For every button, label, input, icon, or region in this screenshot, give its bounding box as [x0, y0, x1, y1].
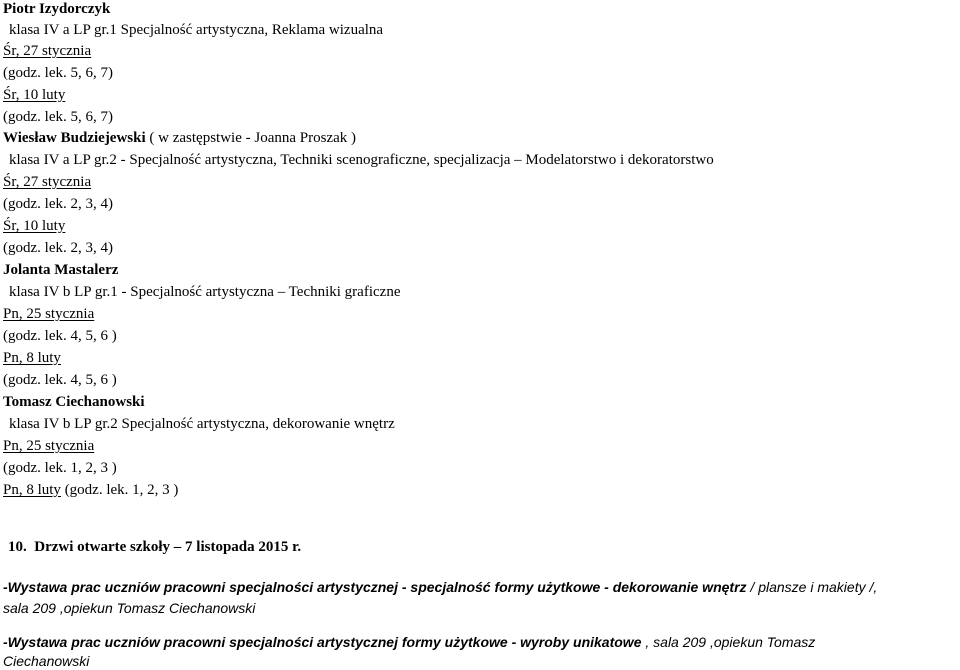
hours-text: (godz. lek. 1, 2, 3 ) — [60, 482, 179, 498]
exhibition-location: sala 209 ,opiekun Tomasz Ciechanowski — [3, 600, 256, 616]
hours-text: (godz. lek. 4, 5, 6 ) — [3, 328, 117, 344]
date-link[interactable]: Pn, 8 luty — [3, 482, 61, 498]
class-prefix: klasa IV a LP gr. — [9, 152, 110, 168]
exhibition-detail: / plansze i makiety /, — [746, 579, 878, 595]
teacher-name: Piotr Izydorczyk — [3, 1, 111, 17]
exhibition-detail: , sala 209 ,opiekun Tomasz — [641, 634, 816, 650]
teacher-line — [3, 129, 356, 147]
date-link[interactable]: Śr, 27 stycznia — [3, 43, 92, 59]
date-link[interactable]: Śr, 27 stycznia — [3, 174, 92, 190]
hours-text: (godz. lek. 5, 6, 7) — [3, 109, 113, 125]
date-link[interactable]: Pn, 25 stycznia — [3, 438, 95, 454]
class-line — [9, 151, 714, 169]
date-link[interactable]: Śr, 10 luty — [3, 218, 66, 234]
teacher-name: Wiesław Budziejewski — [3, 130, 146, 146]
exhibition-location: Ciechanowski — [3, 653, 90, 669]
class-prefix: klasa IV a LP gr. — [9, 22, 110, 38]
class-rest: 1 - Specjalność artystyczna – Techniki graficzne — [110, 284, 401, 300]
date-link[interactable]: Pn, 8 luty — [3, 350, 61, 366]
teacher-name: Jolanta Mastalerz — [3, 262, 119, 278]
teacher-name: Tomasz Ciechanowski — [3, 394, 145, 410]
date-hours-line — [3, 481, 178, 499]
class-line — [9, 21, 383, 39]
section-heading — [8, 538, 301, 556]
class-line — [9, 283, 400, 301]
class-rest: 2 Specjalność artystyczna, dekorowanie wnętrz — [110, 416, 395, 432]
date-link[interactable]: Śr, 10 luty — [3, 87, 66, 103]
hours-text: (godz. lek. 2, 3, 4) — [3, 196, 113, 212]
class-rest: 2 - Specjalność artystyczna, Techniki scenograficzne, specjalizacja – Modelatorstwo i dekoratorstwo — [109, 152, 714, 168]
teacher-note: ( w zastępstwie - Joanna Proszak ) — [145, 130, 357, 146]
date-link[interactable]: Pn, 25 stycznia — [3, 306, 95, 322]
class-line — [9, 415, 395, 433]
section-title: Drzwi otwarte szkoły – 7 listopada 2015 r. — [34, 539, 302, 555]
hours-text: (godz. lek. 5, 6, 7) — [3, 65, 113, 81]
exhibition-line — [3, 633, 815, 651]
exhibition-title: -Wystawa prac uczniów pracowni specjalności artystycznej formy użytkowe - wyroby unikatowe — [3, 634, 642, 650]
class-rest: 1 Specjalność artystyczna, Reklama wizualna — [109, 22, 384, 38]
exhibition-line — [3, 578, 877, 596]
hours-text: (godz. lek. 4, 5, 6 ) — [3, 372, 117, 388]
hours-text: (godz. lek. 1, 2, 3 ) — [3, 460, 117, 476]
hours-text: (godz. lek. 2, 3, 4) — [3, 240, 113, 256]
exhibition-title: -Wystawa prac uczniów pracowni specjalności artystycznej - specjalność formy użytkowe - dekorowanie wnętrz — [3, 579, 747, 595]
section-number: 10. — [8, 539, 27, 555]
class-prefix: klasa IV b LP gr. — [9, 284, 111, 300]
class-prefix: klasa IV b LP gr. — [9, 416, 111, 432]
